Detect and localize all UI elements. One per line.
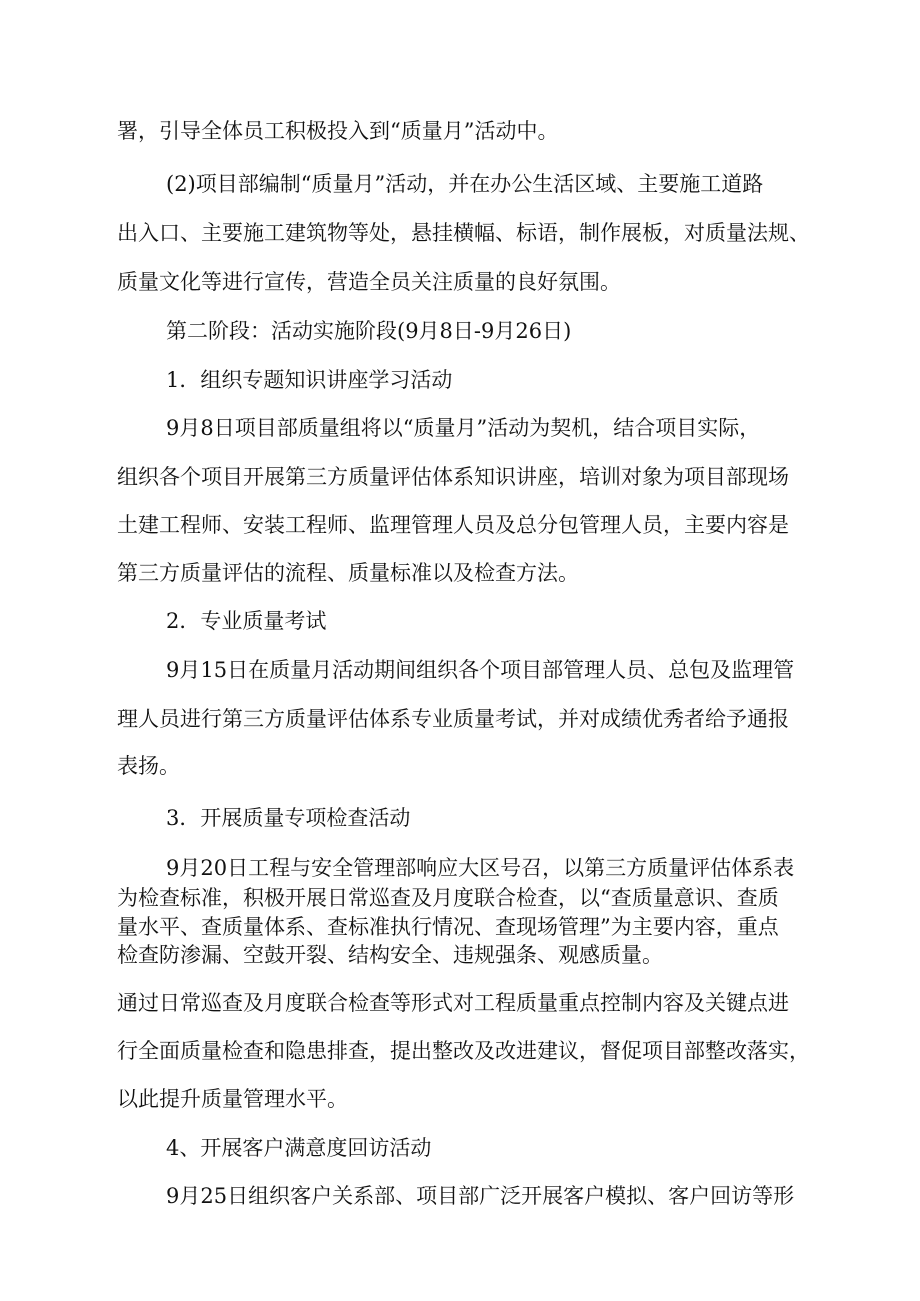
paragraph-line: (2)项目部编制“质量月”活动，并在办公生活区域、主要施工道路	[166, 172, 764, 196]
item-heading: 2．专业质量考试	[166, 609, 327, 633]
paragraph-line: 行全面质量检查和隐患排查，提出整改及改进建议，督促项目部整改落实，	[117, 1039, 810, 1063]
paragraph-line: 土建工程师、安装工程师、监理管理人员及总分包管理人员，主要内容是	[117, 513, 789, 537]
section-heading: 第二阶段：活动实施阶段(9月8日-9月26日)	[166, 319, 572, 343]
paragraph-line: 检查防渗漏、空鼓开裂、结构安全、违规强条、观感质量。	[117, 943, 663, 967]
paragraph-line: 第三方质量评估的流程、质量标准以及检查方法。	[117, 561, 579, 585]
paragraph-line: 通过日常巡查及月度联合检查等形式对工程质量重点控制内容及关键点进	[117, 991, 789, 1015]
paragraph-line: 9月8日项目部质量组将以“质量月”活动为契机，结合项目实际，	[166, 416, 761, 440]
paragraph-line: 9月15日在质量月活动期间组织各个项目部管理人员、总包及监理管	[166, 658, 795, 682]
paragraph-line: 出入口、主要施工建筑物等处，悬挂横幅、标语，制作展板，对质量法规、	[117, 221, 810, 245]
paragraph-line: 理人员进行第三方质量评估体系专业质量考试，并对成绩优秀者给予通报	[117, 707, 789, 731]
paragraph-line: 9月20日工程与安全管理部响应大区号召，以第三方质量评估体系表	[166, 856, 795, 880]
paragraph-line: 为检查标准，积极开展日常巡查及月度联合检查，以“查质量意识、查质	[117, 886, 779, 910]
paragraph-line: 组织各个项目开展第三方质量评估体系知识讲座，培训对象为项目部现场	[117, 465, 789, 489]
paragraph-line: 署，引导全体员工积极投入到“质量月”活动中。	[117, 119, 559, 143]
paragraph-line: 表扬。	[117, 754, 180, 778]
paragraph-line: 量水平、查质量体系、查标准执行情况、查现场管理”为主要内容，重点	[117, 915, 779, 939]
paragraph-line: 质量文化等进行宣传，营造全员关注质量的良好氛围。	[117, 270, 621, 294]
item-heading: 3．开展质量专项检查活动	[166, 806, 411, 830]
paragraph-line: 9月25日组织客户关系部、项目部广泛开展客户模拟、客户回访等形	[166, 1184, 795, 1208]
item-heading: 4、开展客户满意度回访活动	[166, 1136, 432, 1160]
item-heading: 1．组织专题知识讲座学习活动	[166, 368, 453, 392]
paragraph-line: 以此提升质量管理水平。	[117, 1087, 348, 1111]
